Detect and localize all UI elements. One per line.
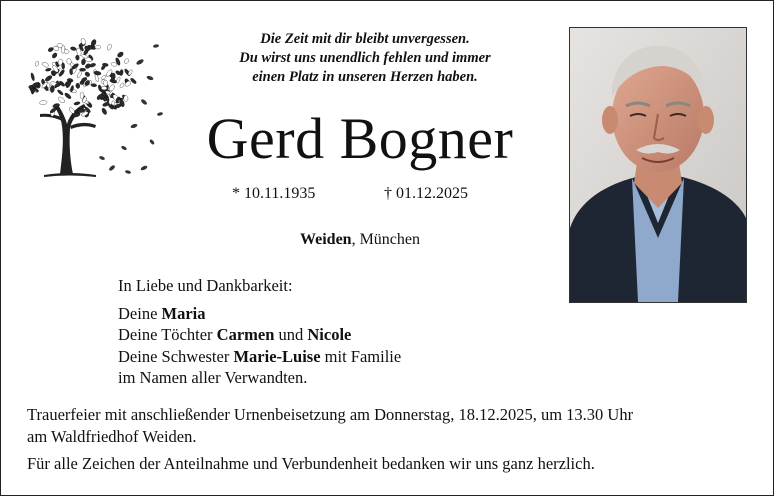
death-date: † 01.12.2025 xyxy=(384,185,468,202)
mourner-name-carmen: Carmen xyxy=(216,325,275,344)
service-info xyxy=(27,404,747,475)
tree-leaf xyxy=(57,96,65,104)
memorial-quote xyxy=(190,30,540,87)
tree-leaf xyxy=(91,83,97,87)
mourner-line-3 xyxy=(118,346,401,368)
tree-leaf xyxy=(80,92,84,99)
tree-leaf xyxy=(84,63,91,70)
tree-leaf xyxy=(30,88,37,91)
tree-leaf xyxy=(79,68,85,71)
mourners-list xyxy=(118,275,401,389)
tree-leaf xyxy=(84,71,91,78)
tree-leaf xyxy=(70,46,77,51)
residence xyxy=(220,231,500,249)
mourner-line-4: im Namen aller Verwandten. xyxy=(118,368,308,387)
mourner-name-maria: Maria xyxy=(161,303,206,323)
service-line-1: Trauerfeier mit anschließender Urnenbeisetzung am Donnerstag, 18.12.2025, um 13.30 Uhr xyxy=(27,405,634,424)
residence-primary: Weiden xyxy=(300,231,352,248)
mourner-line-2 xyxy=(118,324,401,346)
tree-leaf xyxy=(101,74,107,80)
tree-leaf xyxy=(116,76,121,83)
tree-leaf xyxy=(57,89,64,96)
thanks-line: Für alle Zeichen der Anteilnahme und Verbundenheit bedanken wir uns ganz herzlich. xyxy=(27,454,595,473)
tree-leaf xyxy=(117,51,125,58)
mourner-line-3-prefix: Deine Schwester xyxy=(118,346,234,366)
tree-leaf xyxy=(119,69,123,76)
tree-leaf xyxy=(64,92,72,100)
deceased-name: Gerd Bogner xyxy=(206,106,514,171)
tree-icon xyxy=(24,22,166,182)
tree-leaf xyxy=(30,72,35,81)
tree-leaf xyxy=(35,61,40,67)
tree-leaf xyxy=(39,100,47,105)
tree-leaf xyxy=(74,101,81,105)
tree-leaf xyxy=(124,95,129,101)
tree-leaf xyxy=(93,71,101,76)
service-line-2: am Waldfriedhof Weiden. xyxy=(27,426,197,446)
tree-leaf xyxy=(101,86,107,90)
tree-leaf xyxy=(47,47,54,53)
birth-date: * 10.11.1935 xyxy=(232,185,316,202)
tree-leaf xyxy=(111,62,118,67)
mourner-name-nicole: Nicole xyxy=(307,325,352,344)
tree-leaf xyxy=(119,82,125,88)
tree-leaf xyxy=(51,52,58,59)
tree-leaf xyxy=(44,74,53,82)
tree-leaf xyxy=(45,68,51,72)
quote-line-3: einen Platz in unseren Herzen haben. xyxy=(252,69,478,85)
tree-leaf xyxy=(101,107,108,115)
tree-leaf xyxy=(76,70,82,78)
tree-leaf xyxy=(95,45,101,49)
mourner-line-1-prefix: Deine xyxy=(118,303,162,323)
tree-leaf xyxy=(41,61,49,68)
tree-leaf xyxy=(62,63,65,70)
tree-leaf xyxy=(106,43,112,50)
residence-secondary: , München xyxy=(351,231,420,248)
quote-line-2: Du wirst uns unendlich fehlen und immer xyxy=(239,50,491,66)
mourner-line-2-prefix: Deine Töchter xyxy=(118,325,217,344)
mourner-line-1 xyxy=(118,303,401,325)
portrait-photo xyxy=(569,27,747,303)
tree-leaf xyxy=(75,83,80,89)
mourner-line-3-suffix: mit Familie xyxy=(320,346,402,366)
tree-leaf xyxy=(103,80,108,87)
mourners-intro: In Liebe und Dankbarkeit: xyxy=(118,276,293,295)
quote-line-1: Die Zeit mit dir bleibt unvergessen. xyxy=(260,31,470,47)
mourner-name-marie-luise: Marie-Luise xyxy=(233,346,321,366)
mourner-line-2-mid: und xyxy=(274,325,308,344)
tree-leaf xyxy=(123,58,130,65)
tree-leaf xyxy=(69,68,72,75)
